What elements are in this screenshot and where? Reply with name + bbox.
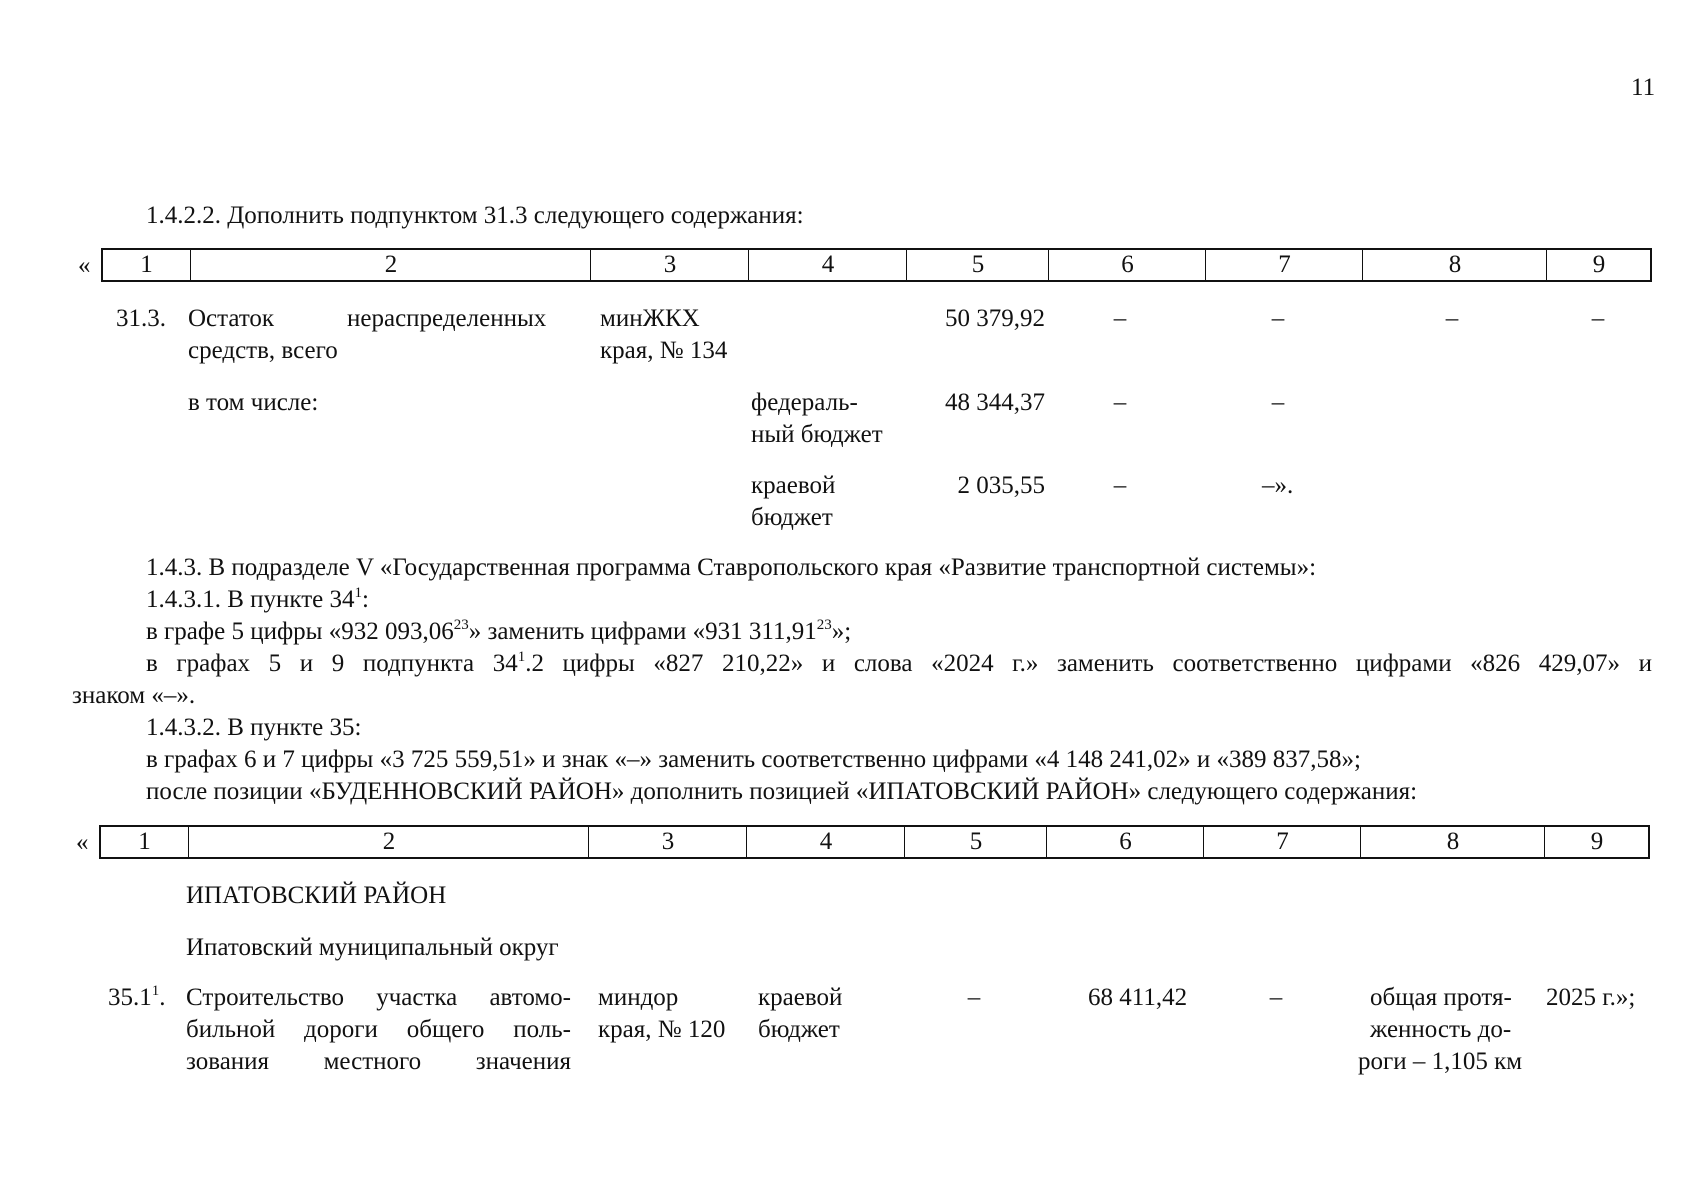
paragraph-1-4-3: 1.4.3. В подразделе V «Государственная программа Ставропольского края «Развитие транспортной системы»: [146,554,1317,581]
col-number-3: 3 [590,250,749,280]
regional-budget-line2: бюджет [751,504,833,531]
row-35-1-executor-line1: миндор [598,984,679,1011]
row-35-1-name-line3: зования местного значения [186,1048,571,1075]
table2-header [99,825,1650,859]
regional-budget-col7-closing: –». [1262,472,1294,499]
col-number-4: 4 [746,827,905,857]
col-number-5: 5 [904,827,1047,857]
okrug-heading: Ипатовский муниципальный округ [186,934,559,961]
paragraph-1-4-3-1-colon: : [362,586,369,613]
row-35-1-number-a: 35.1 [108,984,152,1011]
col-number-9: 9 [1546,250,1651,280]
row-35-1-col7: – [1269,984,1283,1011]
paragraph-graph5-sup1: 23 [453,617,469,633]
col-number-6: 6 [1046,827,1204,857]
row-31-3-name-word2: нераспределенных [347,305,547,332]
table1-open-quote: « [78,252,91,279]
col-number-1: 1 [140,251,153,278]
row-35-1-indicator-line1: общая протя- [1370,984,1512,1011]
row-35-1-col5: – [967,984,981,1011]
row-35-1-name-line2: бильной дороги общего поль- [186,1016,571,1043]
federal-budget-value: 48 344,37 [945,389,1045,416]
paragraph-graph5-sup2: 23 [816,617,832,633]
paragraph-graph59-b: .2 цифры «827 210,22» и слова «2024 г.» заменить соответственно цифрами «826 429,07» и [525,650,1652,677]
row-31-3-executor-line2: края, № 134 [600,337,728,364]
col-number-4: 4 [748,250,907,280]
federal-budget-col7: – [1271,389,1285,416]
col-number-7: 7 [1205,250,1363,280]
paragraph-graph59 [146,648,1652,680]
paragraph-graph5-a: в графе 5 цифры «932 093,06 [146,618,454,645]
row-35-1-executor-line2: края, № 120 [598,1016,726,1043]
row-35-1-number-b: . [159,984,166,1011]
row-35-1-name-line1: Строительство участка автомо- [186,984,571,1011]
row-31-3-name-word1: Остаток [188,305,275,332]
col-number-6: 6 [1048,250,1206,280]
paragraph-1-4-2-2: 1.4.2.2. Дополнить подпунктом 31.3 следующего содержания: [146,202,804,229]
federal-budget-col6: – [1113,389,1127,416]
row-31-3-total: 50 379,92 [945,305,1045,332]
col-number-8: 8 [1362,250,1547,280]
col-number-1: 1 [138,828,151,855]
row-31-3-col9: – [1591,305,1605,332]
paragraph-graph59-continuation: знаком «–». [72,682,196,709]
col-number-2: 2 [190,250,591,280]
regional-budget-line1: краевой [751,472,836,499]
col-number-7: 7 [1203,827,1361,857]
col-number-2: 2 [188,827,589,857]
regional-budget-value: 2 035,55 [957,472,1045,499]
col-number-3: 3 [588,827,747,857]
paragraph-graph5-b: » заменить цифрами «931 311,91 [468,618,817,645]
row-31-3-executor-line1: минЖКХ [600,305,700,332]
paragraph-graph67: в графах 6 и 7 цифры «3 725 559,51» и знак «–» заменить соответственно цифрами «4 148 241,02» и «389 837,58»; [146,746,1361,773]
row-31-3-col8: – [1445,305,1459,332]
paragraph-graph59-sup: 1 [517,649,526,665]
row-31-3-col7: – [1271,305,1285,332]
table1-header [101,248,1652,282]
row-35-1-col9: 2025 г.»; [1546,984,1636,1011]
row-35-1-indicator-line3: роги – 1,105 км [1358,1048,1523,1075]
col-number-8: 8 [1360,827,1545,857]
paragraph-1-4-3-2: 1.4.3.2. В пункте 35: [146,714,362,741]
row-31-3-col6: – [1113,305,1127,332]
paragraph-graph5 [146,616,851,648]
col-number-9: 9 [1544,827,1649,857]
row-35-1-budget-line2: бюджет [758,1016,840,1043]
paragraph-1-4-3-1-sup: 1 [354,585,363,601]
row-35-1-indicator-line2: женность до- [1370,1016,1512,1043]
federal-budget-line2: ный бюджет [751,421,883,448]
row-35-1-number-sup: 1 [151,983,160,999]
federal-budget-line1: федераль- [751,389,858,416]
row-35-1-col6: 68 411,42 [1088,984,1188,1011]
district-heading: ИПАТОВСКИЙ РАЙОН [186,882,447,909]
paragraph-graph5-c: »; [831,618,852,645]
row-31-3-name-line2: средств, всего [188,337,338,364]
page-number: 11 [1631,74,1656,101]
row-35-1-number [108,982,166,1014]
paragraph-after-position: после позиции «БУДЕННОВСКИЙ РАЙОН» дополнить позицией «ИПАТОВСКИЙ РАЙОН» следующего содержания: [146,778,1418,805]
paragraph-1-4-3-1-text: 1.4.3.1. В пункте 34 [146,586,355,613]
paragraph-1-4-3-1 [146,584,369,616]
col-number-5: 5 [906,250,1049,280]
table2-open-quote: « [76,829,89,856]
row-35-1-budget-line1: краевой [758,984,843,1011]
paragraph-graph59-a: в графах 5 и 9 подпункта 34 [146,650,518,677]
regional-budget-col6: – [1113,472,1127,499]
row-31-3-including: в том числе: [188,389,319,416]
row-31-3-number: 31.3. [116,305,166,332]
